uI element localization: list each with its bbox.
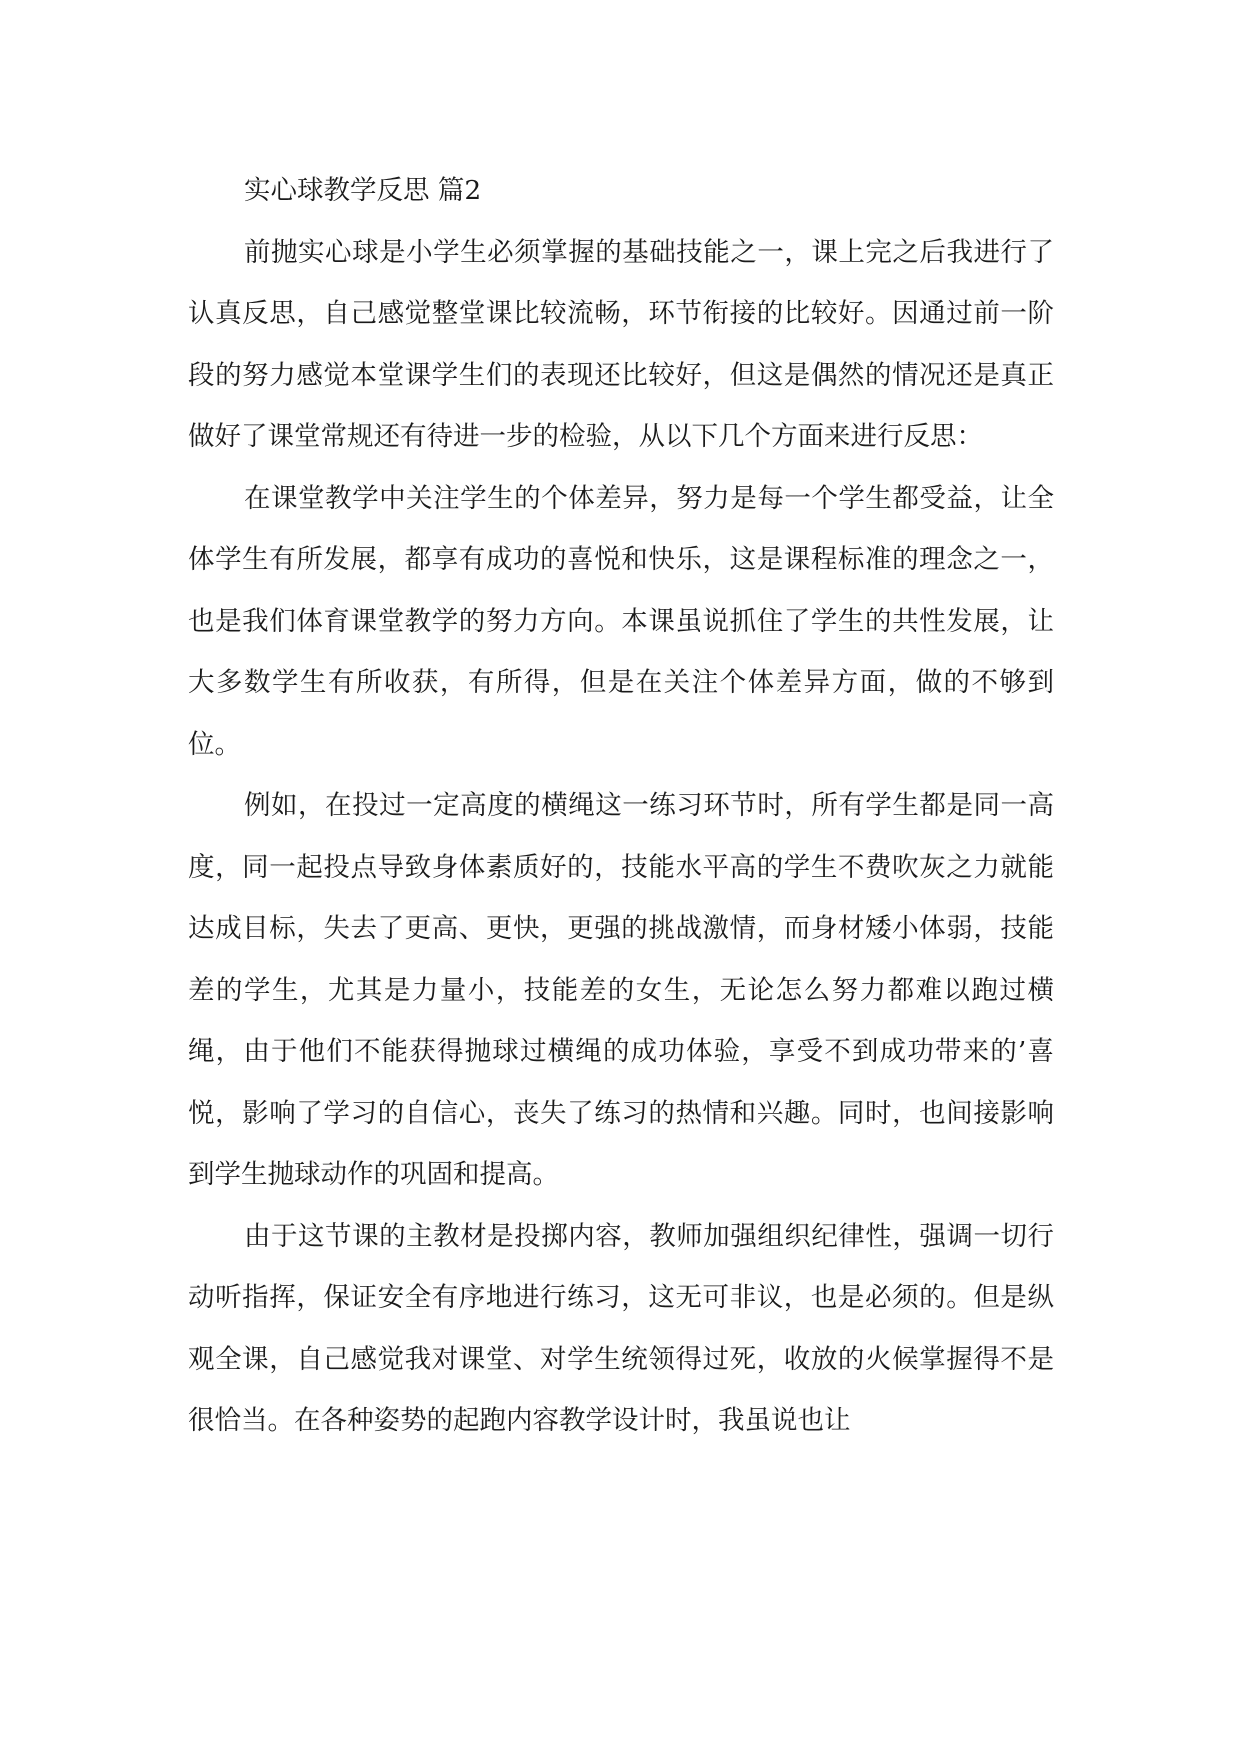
document-body: [188, 160, 1054, 1452]
paragraph-1: 前抛实心球是小学生必须掌握的基础技能之一，课上完之后我进行了认真反思，自己感觉整堂课比较流畅，环节衔接的比较好。因通过前一阶段的努力感觉本堂课学生们的表现还比较好，但这是偶然的情况还是真正做好了课堂常规还有待进一步的检验，从以下几个方面来进行反思：: [188, 236, 1054, 452]
paragraph-3: 例如，在投过一定高度的横绳这一练习环节时，所有学生都是同一高度，同一起投点导致身体素质好的，技能水平高的学生不费吹灰之力就能达成目标，失去了更高、更快，更强的挑战激情，而身材矮小体弱，技能差的学生，尤其是力量小，技能差的女生，无论怎么努力都难以跑过横绳，由于他们不能获得抛球过横绳的成功体验，享受不到成功带来的’喜悦，影响了学习的自信心，丧失了练习的热情和兴趣。同时，也间接影响到学生抛球动作的巩固和提高。: [188, 790, 1054, 1190]
paragraph-2: 在课堂教学中关注学生的个体差异，努力是每一个学生都受益，让全体学生有所发展，都享有成功的喜悦和快乐，这是课程标准的理念之一，也是我们体育课堂教学的努力方向。本课虽说抓住了学生的共性发展，让大多数学生有所收获，有所得，但是在关注个体差异方面，做的不够到位。: [188, 482, 1054, 760]
paragraph-4: 由于这节课的主教材是投掷内容，教师加强组织纪律性，强调一切行动听指挥，保证安全有序地进行练习，这无可非议，也是必须的。但是纵观全课，自己感觉我对课堂、对学生统领得过死，收放的火候掌握得不是很恰当。在各种姿势的起跑内容教学设计时，我虽说也让: [188, 1220, 1054, 1436]
document-title: 实心球教学反思 篇2: [244, 175, 482, 206]
